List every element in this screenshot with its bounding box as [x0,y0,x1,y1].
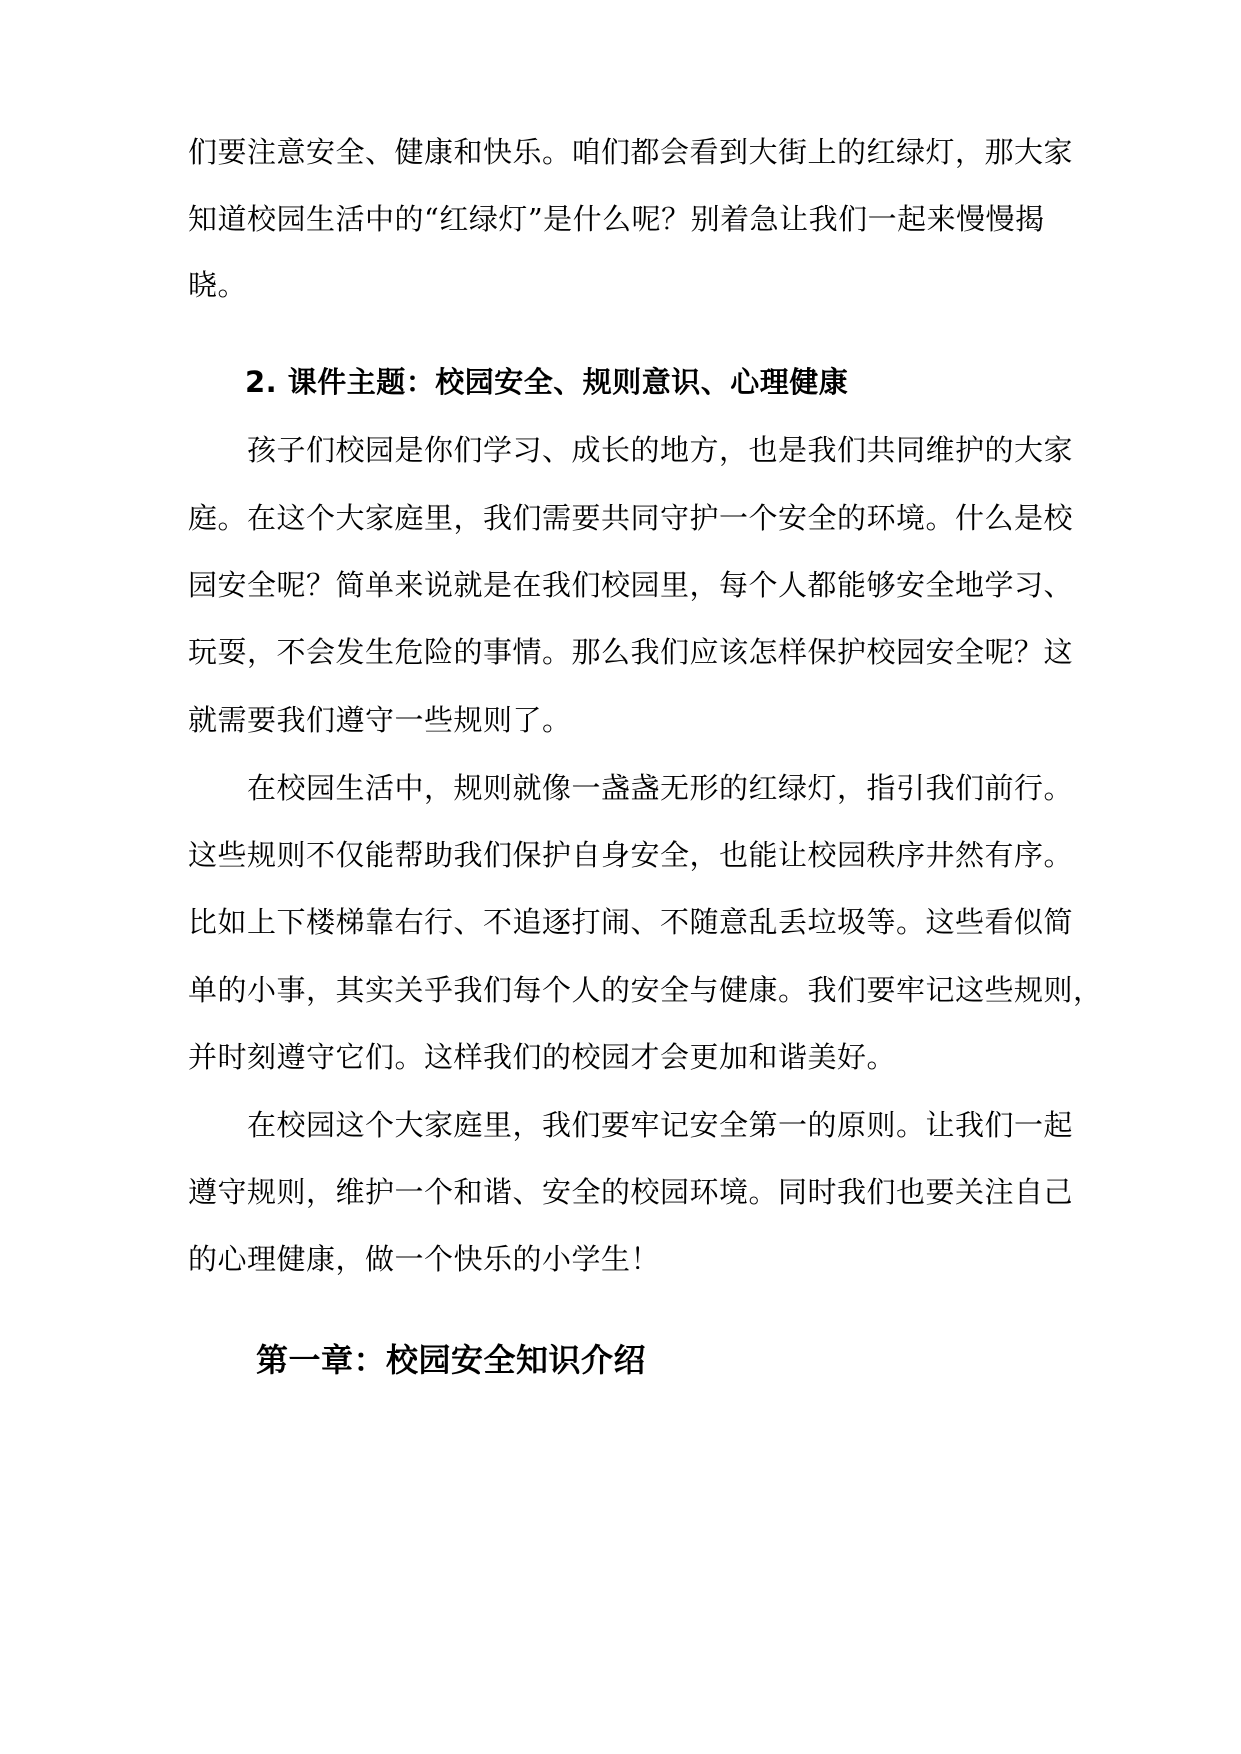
paragraph-1-line-2: 庭。在这个大家庭里，我们需要共同守护一个安全的环境。什么是校 [188,501,1074,535]
paragraph-3-line-1: 在校园这个大家庭里，我们要牢记安全第一的原则。让我们一起 [247,1108,1074,1142]
paragraph-3-line-3: 的心理健康，做一个快乐的小学生！ [188,1242,661,1276]
chapter-heading: 第一章：校园安全知识介绍 [256,1341,647,1379]
paragraph-1-line-3: 园安全呢？简单来说就是在我们校园里，每个人都能够安全地学习、 [188,568,1074,602]
paragraph-3-line-2: 遵守规则，维护一个和谐、安全的校园环境。同时我们也要关注自己 [188,1175,1074,1209]
paragraph-2-line-3: 比如上下楼梯靠右行、不追逐打闹、不随意乱丢垃圾等。这些看似简 [188,905,1074,939]
intro-line-2: 知道校园生活中的“红绿灯”是什么呢？别着急让我们一起来慢慢揭 [188,202,1045,236]
intro-line-3: 晓。 [188,268,248,302]
paragraph-2-line-2: 这些规则不仅能帮助我们保护自身安全，也能让校园秩序井然有序。 [188,838,1074,872]
section-heading: 2. 课件主题：校园安全、规则意识、心理健康 [245,365,849,399]
paragraph-2-line-1: 在校园生活中，规则就像一盏盏无形的红绿灯，指引我们前行。 [247,771,1074,805]
paragraph-2-line-4: 单的小事，其实关乎我们每个人的安全与健康。我们要牢记这些规则， [188,973,1103,1007]
paragraph-1-line-5: 就需要我们遵守一些规则了。 [188,703,572,737]
intro-line-1: 们要注意安全、健康和快乐。咱们都会看到大街上的红绿灯，那大家 [188,135,1074,169]
paragraph-1-line-4: 玩耍，不会发生危险的事情。那么我们应该怎样保护校园安全呢？这 [188,635,1074,669]
paragraph-1-line-1: 孩子们校园是你们学习、成长的地方，也是我们共同维护的大家 [247,433,1074,467]
paragraph-2-line-5: 并时刻遵守它们。这样我们的校园才会更加和谐美好。 [188,1040,897,1074]
